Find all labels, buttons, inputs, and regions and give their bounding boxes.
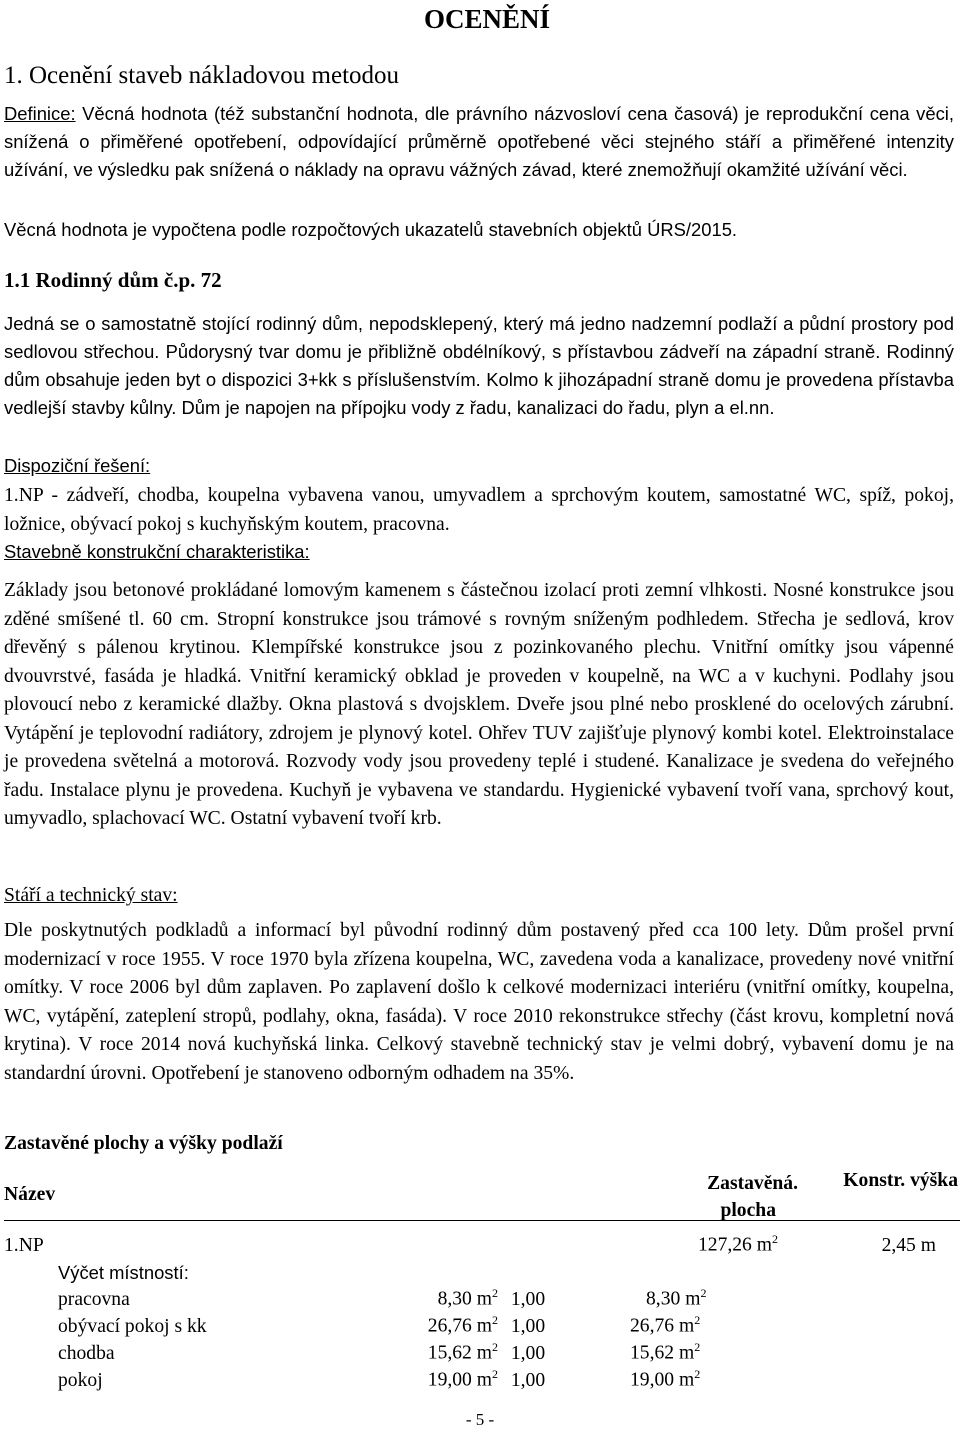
table-row (4, 1284, 958, 1311)
sup: 2 (700, 1286, 707, 1301)
construction-paragraph: Základy jsou betonové prokládané lomovým kamenem s částečnou izolací proti zemní vlhkosti. Nosné konstrukce jsou zděné smíšené tl. 60 cm. Stropní konstrukce jsou trámové s rovným sníženým podhledem. Střecha je sedlová, krov dřevěný s pálenou krytinou. Klempířské konstrukce jsou z pozinkovaného plechu. Vnitřní omítky jsou vápenné dvouvrstvé, fasáda je hladká. Vnitřní keramický obklad je proveden v koupelně, na WC a v kuchyni. Podlahy jsou plovoucí nebo z keramické dlažby. Okna plastová s dvojsklem. Dveře jsou plné nebo prosklené do ocelových zárubní. Vytápění je teplovodní radiátory, zdrojem je plynový kotel. Ohřev TUV zajišťuje plynový kombi kotel. Elektroinstalace je provedena světelná a motorová. Rozvody vody jsou provedeny teplé i studené. Kanalizace je svedena do veřejného řadu. Instalace plynu je provedena. Kuchyň je vybavena ve standardu. Hygienické vybavení tvoří vana, sprchový kout, umyvadlo, splachovací WC. Ostatní vybavení tvoří krb. (4, 580, 954, 829)
areas-title: Zastavěné plochy a výšky podlaží (4, 1133, 283, 1154)
sup: 2 (694, 1367, 701, 1382)
room-result (558, 1311, 808, 1338)
layout-label: Dispoziční řešení: (4, 455, 151, 476)
room-result-value: 8,30 m (646, 1289, 701, 1310)
floor-area-sup: 2 (772, 1232, 778, 1247)
room-result-value: 15,62 m (630, 1343, 695, 1364)
floor-area-value: 127,26 m (697, 1235, 772, 1256)
page-header-title: OCENĚNÍ (423, 4, 550, 34)
definition-paragraph (4, 100, 954, 184)
intro-text-rest: Půdorysný tvar domu je přibližně obdélníkový, s přístavbou zádveří na západní straně. Rodinný dům obsahuje jeden byt o dispozici 3+kk s příslušenstvím. Kolmo k jihozápadní straně domu je provedena přístavba vedlejší stavby kůlny. Dům je napojen na přípojku vody z řadu, kanalizaci do řadu, plyn a el.nn. (4, 341, 954, 418)
col-name-header: Název (4, 1184, 56, 1205)
room-area (358, 1365, 498, 1392)
floor-height: 2,45 m (881, 1235, 936, 1256)
room-area-value: 26,76 m (427, 1316, 492, 1337)
table-row (4, 1365, 958, 1392)
rooms-label: Výčet místností: (58, 1262, 189, 1283)
room-area-value: 15,62 m (427, 1343, 492, 1364)
col-area-header-2: plocha (720, 1200, 776, 1221)
room-coef: 1,00 (510, 1370, 546, 1391)
col-area-header-1: Zastavěná. (707, 1173, 798, 1194)
room-name: obývací pokoj s kk (58, 1316, 207, 1337)
intro-text-sans: Jedná se o samostatně stojící rodinný dům, nepodsklepený, který má jedno nadzemní podlaží a půdní prostory pod sedlovou střechou. (4, 313, 954, 362)
room-area-value: 19,00 m (427, 1370, 492, 1391)
table-row (4, 1311, 958, 1338)
room-coef: 1,00 (510, 1289, 546, 1310)
room-area (358, 1284, 498, 1311)
table-row (4, 1224, 958, 1257)
room-result (558, 1365, 808, 1392)
room-result (558, 1338, 808, 1365)
definition-text: Věcná hodnota (též substanční hodnota, dle právního názvosloví cena časová) je reprodukční cena věci, snížená o přiměřené opotřebení, odpovídající průměrně opotřebené věci stejného stáří a přiměřené intenzity užívání, ve výsledku pak snížená o náklady na opravu vážných závad, které znemožňují okamžité užívání věci. (4, 103, 954, 180)
col-area-header (558, 1166, 808, 1224)
sup: 2 (694, 1313, 701, 1328)
room-result-value: 19,00 m (630, 1370, 695, 1391)
room-coef: 1,00 (510, 1316, 546, 1337)
room-result-value: 26,76 m (630, 1316, 695, 1337)
table-row (4, 1338, 958, 1365)
basis-paragraph: Věcná hodnota je vypočtena podle rozpočtových ukazatelů stavebních objektů ÚRS/2015. (4, 219, 738, 240)
room-area-value: 8,30 m (437, 1289, 492, 1310)
room-name: pracovna (58, 1289, 130, 1310)
floor-name: 1.NP (4, 1235, 44, 1256)
layout-paragraph: 1.NP - zádveří, chodba, koupelna vybavena vanou, umyvadlem a sprchovým koutem, samostatné WC, spíž, pokoj, ložnice, obývací pokoj s kuchyňským koutem, pracovna. (4, 485, 954, 535)
table-header-row (4, 1166, 958, 1224)
sup: 2 (492, 1286, 498, 1301)
sup: 2 (694, 1340, 701, 1355)
table-row (4, 1257, 958, 1284)
floor-area (558, 1224, 808, 1257)
room-coef: 1,00 (510, 1343, 546, 1364)
definition-label: Definice: (4, 103, 76, 124)
col-height-header: Konstr. výška (843, 1170, 958, 1191)
sup: 2 (492, 1313, 498, 1328)
section-title: 1. Ocenění staveb nákladovou metodou (4, 62, 400, 89)
condition-label: Stáří a technický stav: (4, 885, 178, 906)
page-number: - 5 - (465, 1410, 495, 1429)
room-name: chodba (58, 1343, 115, 1364)
intro-paragraph (4, 310, 954, 422)
subsection-title: 1.1 Rodinný dům č.p. 72 (4, 268, 222, 292)
room-area (358, 1338, 498, 1365)
construction-label: Stavebně konstrukční charakteristika: (4, 541, 310, 562)
sup: 2 (492, 1340, 498, 1355)
areas-table (4, 1166, 958, 1392)
room-area (358, 1311, 498, 1338)
room-name: pokoj (58, 1370, 103, 1391)
room-result (558, 1284, 808, 1311)
sup: 2 (492, 1367, 498, 1382)
condition-paragraph: Dle poskytnutých podkladů a informací byl původní rodinný dům postavený před cca 100 lety. Dům prošel první modernizací v roce 1955. V roce 1970 byla zřízena koupelna, WC, zavedena voda a kanalizace, provedeny nové vnitřní omítky. V roce 2006 byl dům zaplaven. Po zaplavení došlo k celkové modernizaci interiéru (vnitřní omítky, koupelna, WC, vytápění, zateplení stropů, podlahy, okna, fasáda). V roce 2010 rekonstrukce střechy (část krovu, kompletní nová krytina). V roce 2014 nová kuchyňská linka. Celkový stavebně technický stav je velmi dobrý, vybavení domu je na standardní úrovni. Opotřebení je stanoveno odborným odhadem na 35%. (4, 920, 954, 1084)
